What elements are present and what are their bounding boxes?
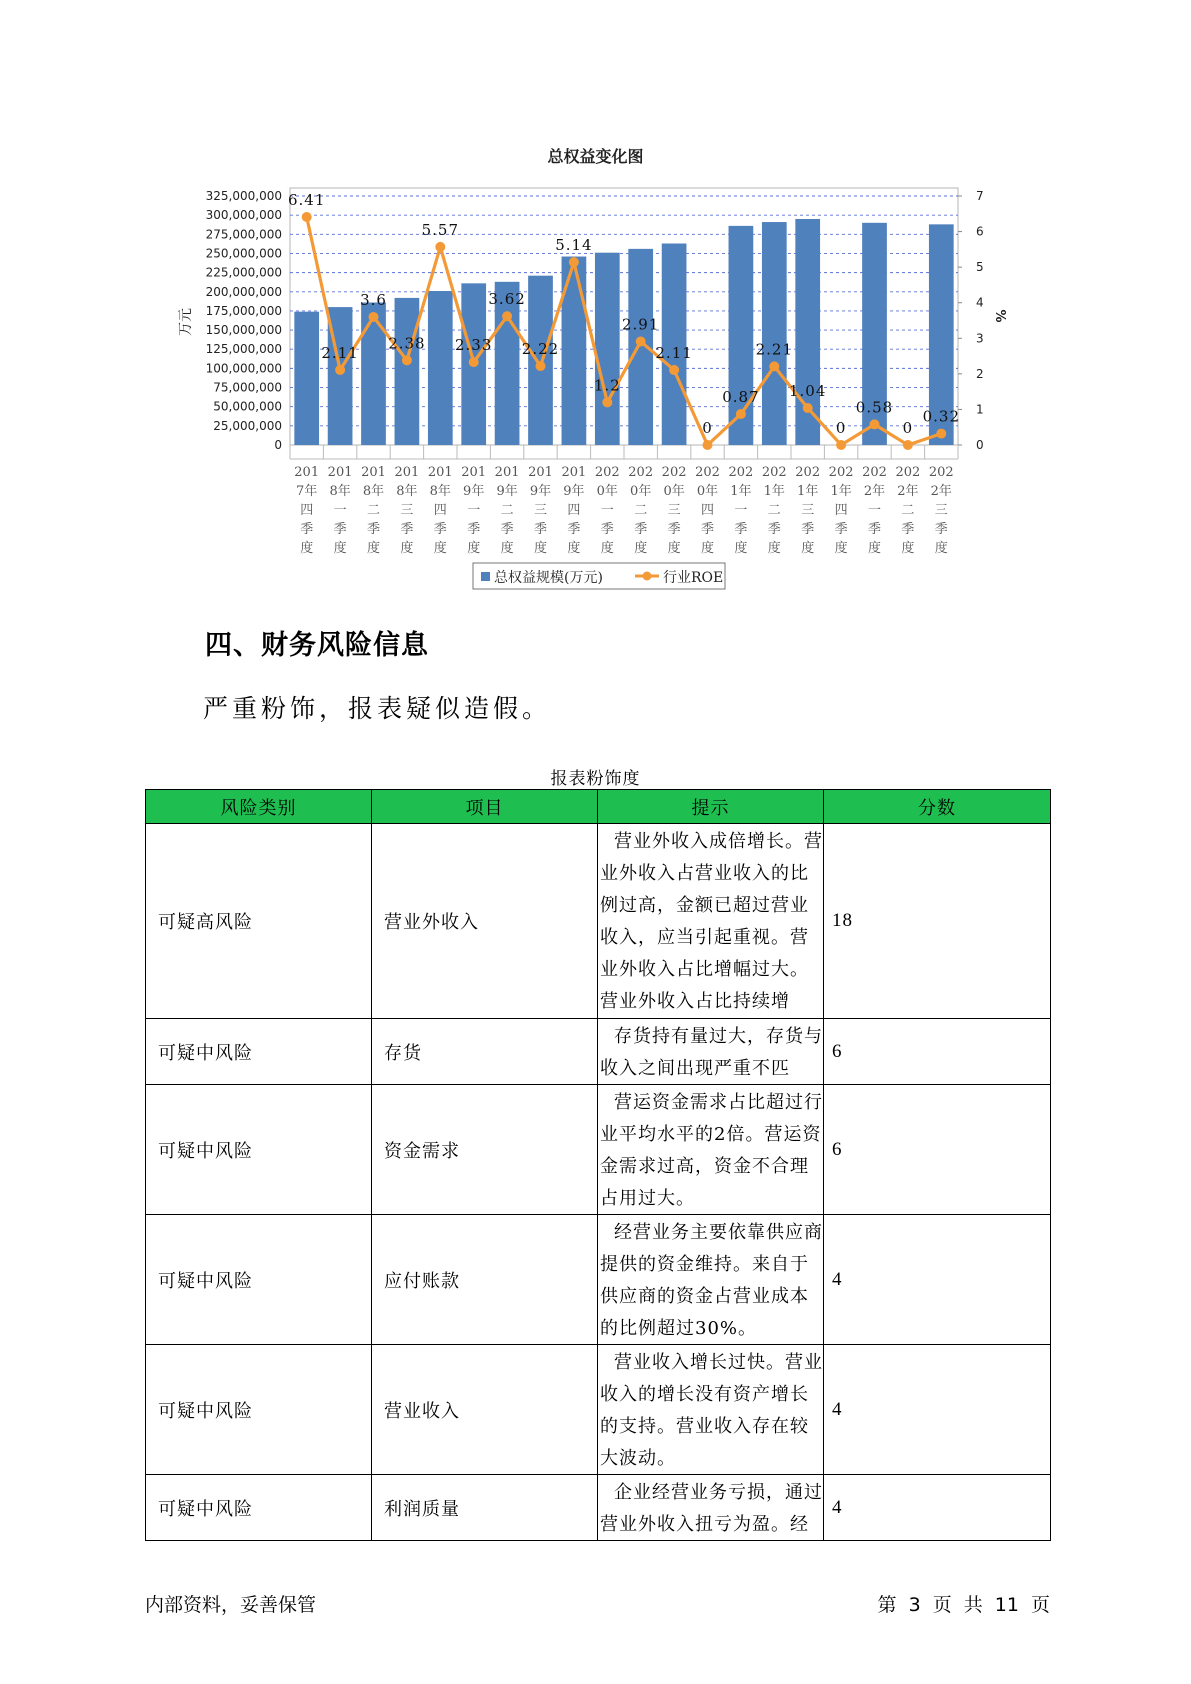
table-row <box>146 824 1051 1019</box>
roe-data-label: 2.11 <box>321 343 359 362</box>
roe-data-label: 2.22 <box>521 340 560 359</box>
risk-hint-text: 营业收入增长过快。营业收入的增长没有资产增长的支持。营业收入存在较大波动。 <box>600 1352 823 1469</box>
risk-hint-text: 企业经营业务亏损，通过营业外收入扭亏为盈。经 <box>600 1482 823 1535</box>
roe-point <box>936 429 946 439</box>
x-tick-label: 201 <box>327 465 353 480</box>
x-tick-label: 三 <box>533 503 548 518</box>
x-tick-label: 三 <box>400 503 414 518</box>
roe-data-label: 2.11 <box>655 343 693 362</box>
y2-tick-label: 5 <box>976 260 984 275</box>
roe-point <box>536 361 546 371</box>
x-tick-label: 季 <box>567 522 581 537</box>
risk-item: 存货 <box>372 1019 598 1085</box>
x-tick-label: 度 <box>500 541 514 556</box>
roe-point <box>469 357 479 367</box>
x-tick-label: 0年 <box>696 484 719 499</box>
y-tick-label: 175,000,000 <box>205 303 282 318</box>
roe-data-label: 0 <box>902 419 914 437</box>
bar <box>361 302 386 445</box>
y-tick-label: 325,000,000 <box>205 189 282 203</box>
x-tick-label: 季 <box>901 522 915 537</box>
bar <box>294 312 319 445</box>
risk-score: 4 <box>824 1345 1051 1475</box>
y-tick-label: 275,000,000 <box>205 227 282 242</box>
x-tick-label: 201 <box>427 465 453 480</box>
roe-data-label: 2.33 <box>454 336 493 355</box>
x-tick-label: 季 <box>467 522 481 537</box>
x-tick-label: 9年 <box>563 484 585 499</box>
roe-data-label: 2.91 <box>621 315 660 334</box>
x-tick-label: 度 <box>333 541 347 556</box>
risk-hint <box>598 824 824 1019</box>
roe-data-label: 5.57 <box>421 220 460 239</box>
roe-data-label: 0 <box>702 419 713 437</box>
x-tick-label: 度 <box>934 541 948 556</box>
x-tick-label: 2年 <box>897 484 919 499</box>
x-tick-label: 202 <box>661 465 687 480</box>
table-row <box>146 1019 1051 1085</box>
x-tick-label: 三 <box>801 503 815 518</box>
x-tick-label: 季 <box>667 522 681 537</box>
y2-tick-label: 4 <box>976 295 984 310</box>
risk-score: 4 <box>824 1215 1051 1345</box>
roe-data-label: 0.58 <box>855 398 894 417</box>
x-tick-label: 7年 <box>296 484 318 499</box>
x-tick-label: 202 <box>895 465 921 480</box>
header-score: 分数 <box>824 790 1051 824</box>
table-row <box>146 1085 1051 1215</box>
x-tick-label: 季 <box>734 522 748 537</box>
legend-line-label: 行业ROE <box>663 570 724 586</box>
roe-data-label: 1.2 <box>593 376 621 395</box>
x-tick-label: 度 <box>767 541 781 556</box>
x-tick-label: 四 <box>700 503 715 518</box>
roe-point <box>703 440 713 450</box>
x-tick-label: 度 <box>734 541 748 556</box>
risk-category: 可疑中风险 <box>146 1215 372 1345</box>
risk-category: 可疑中风险 <box>146 1019 372 1085</box>
x-tick-label: 季 <box>366 522 381 537</box>
x-tick-label: 一 <box>467 503 481 518</box>
equity-chart <box>0 0 1191 600</box>
x-tick-label: 度 <box>600 541 614 556</box>
x-tick-label: 8年 <box>329 484 351 499</box>
x-tick-label: 季 <box>867 522 882 537</box>
x-tick-label: 季 <box>500 522 514 537</box>
roe-point <box>502 311 512 321</box>
y2-tick-label: 0 <box>976 438 984 452</box>
chart-title: 总权益变化图 <box>547 147 644 166</box>
risk-hint <box>598 1085 824 1215</box>
x-tick-label: 度 <box>400 541 414 556</box>
x-tick-label: 9年 <box>529 484 552 499</box>
risk-item: 应付账款 <box>372 1215 598 1345</box>
x-tick-label: 度 <box>567 541 581 556</box>
x-tick-label: 0年 <box>596 484 618 499</box>
x-tick-label: 8年 <box>396 484 418 499</box>
x-tick-label: 2年 <box>863 484 886 499</box>
x-tick-label: 201 <box>361 465 386 480</box>
roe-point <box>870 419 880 429</box>
x-tick-label: 二 <box>366 503 381 518</box>
x-tick-label: 201 <box>494 465 520 480</box>
x-tick-label: 1年 <box>730 484 752 499</box>
x-tick-label: 度 <box>634 541 648 556</box>
x-tick-label: 季 <box>767 522 781 537</box>
roe-point <box>769 361 779 371</box>
x-tick-label: 9年 <box>496 484 518 499</box>
x-tick-label: 1年 <box>797 484 819 499</box>
roe-point <box>402 355 412 365</box>
risk-category: 可疑中风险 <box>146 1345 372 1475</box>
risk-item: 营业收入 <box>372 1345 598 1475</box>
risk-score: 6 <box>824 1019 1051 1085</box>
x-tick-label: 1年 <box>763 484 785 499</box>
risk-score: 4 <box>824 1475 1051 1541</box>
x-tick-label: 9年 <box>463 484 485 499</box>
x-tick-label: 四 <box>567 503 581 518</box>
y2-tick-label: 1 <box>976 402 984 417</box>
roe-point <box>636 336 646 346</box>
x-tick-label: 一 <box>734 503 748 518</box>
x-tick-label: 四 <box>834 503 848 518</box>
table-row <box>146 1345 1051 1475</box>
risk-summary: 严重粉饰，报表疑似造假。 <box>203 694 552 723</box>
x-tick-label: 202 <box>862 465 887 480</box>
y2-tick-label: 7 <box>976 189 984 203</box>
risk-hint <box>598 1019 824 1085</box>
bar <box>395 298 420 445</box>
x-tick-label: 度 <box>366 541 381 556</box>
x-tick-label: 201 <box>461 465 487 480</box>
legend-line-marker <box>643 572 652 581</box>
bar <box>595 253 620 445</box>
x-tick-label: 一 <box>867 503 882 518</box>
roe-point <box>736 409 746 419</box>
x-tick-label: 度 <box>533 541 548 556</box>
x-tick-label: 1年 <box>830 484 852 499</box>
table-row <box>146 1215 1051 1345</box>
roe-point <box>435 242 445 252</box>
y-tick-label: 300,000,000 <box>205 208 282 223</box>
table-caption: 报表粉饰度 <box>550 769 641 789</box>
roe-data-label: 3.62 <box>488 290 526 309</box>
roe-data-label: 0 <box>835 419 847 437</box>
risk-hint <box>598 1345 824 1475</box>
roe-point <box>602 397 612 407</box>
x-tick-label: 一 <box>333 503 347 518</box>
x-tick-label: 二 <box>901 503 915 518</box>
x-tick-label: 202 <box>795 465 821 480</box>
x-tick-label: 一 <box>600 503 614 518</box>
x-tick-label: 202 <box>695 465 720 480</box>
x-tick-label: 202 <box>928 465 954 480</box>
x-tick-label: 四 <box>433 503 447 518</box>
roe-data-label: 2.21 <box>755 340 794 359</box>
risk-hint <box>598 1215 824 1345</box>
y2-tick-label: 2 <box>976 366 984 381</box>
x-tick-label: 度 <box>867 541 882 556</box>
y-axis-label: 万元 <box>178 308 194 336</box>
legend-bar-swatch <box>481 572 490 581</box>
risk-hint-text: 营业外收入成倍增长。营业外收入占营业收入的比例过高，金额已超过营业收入，应当引起重视。营业外收入占比增幅过大。营业外收入占比持续增 <box>600 831 823 1012</box>
roe-point <box>369 312 379 322</box>
risk-table <box>145 789 1051 1541</box>
x-tick-label: 季 <box>600 522 614 537</box>
roe-point <box>302 212 312 222</box>
risk-item: 资金需求 <box>372 1085 598 1215</box>
roe-point <box>669 365 679 375</box>
x-tick-label: 0年 <box>630 484 652 499</box>
table-row <box>146 1475 1051 1541</box>
x-tick-label: 季 <box>934 522 948 537</box>
risk-hint <box>598 1475 824 1541</box>
risk-category: 可疑高风险 <box>146 824 372 1019</box>
table-header-row <box>146 790 1051 824</box>
footer-confidential: 内部资料，妥善保管 <box>145 1594 317 1616</box>
header-category: 风险类别 <box>146 790 372 824</box>
x-tick-label: 季 <box>333 522 347 537</box>
y2-tick-label: 3 <box>976 331 984 346</box>
x-tick-label: 季 <box>700 522 715 537</box>
risk-score: 6 <box>824 1085 1051 1215</box>
y-tick-label: 25,000,000 <box>213 418 282 433</box>
x-tick-label: 四 <box>300 503 314 518</box>
y-tick-label: 250,000,000 <box>205 246 282 261</box>
x-tick-label: 二 <box>500 503 514 518</box>
footer-page-number: 第 3 页 共 11 页 <box>877 1594 1050 1616</box>
roe-data-label: 1.04 <box>788 382 827 401</box>
x-tick-label: 度 <box>667 541 681 556</box>
x-tick-label: 8年 <box>429 484 451 499</box>
y-tick-label: 0 <box>274 438 282 452</box>
y-tick-label: 125,000,000 <box>205 342 282 357</box>
roe-data-label: 3.6 <box>360 290 387 309</box>
x-tick-label: 季 <box>533 522 548 537</box>
x-tick-label: 度 <box>834 541 848 556</box>
y2-axis-label: % <box>992 309 1007 323</box>
risk-item: 营业外收入 <box>372 824 598 1019</box>
section-heading: 四、财务风险信息 <box>205 630 429 661</box>
roe-data-label: 0.87 <box>722 388 760 407</box>
x-tick-label: 季 <box>834 522 848 537</box>
y2-tick-label: 6 <box>976 224 984 239</box>
y-tick-label: 50,000,000 <box>213 399 282 414</box>
y-tick-label: 150,000,000 <box>205 323 282 338</box>
risk-category: 可疑中风险 <box>146 1085 372 1215</box>
bar <box>428 291 453 445</box>
x-tick-label: 二 <box>767 503 781 518</box>
x-tick-label: 202 <box>628 465 654 480</box>
x-tick-label: 201 <box>528 465 553 480</box>
risk-score: 18 <box>824 824 1051 1019</box>
x-tick-label: 2年 <box>930 484 952 499</box>
roe-point <box>903 440 913 450</box>
roe-data-label: 0.32 <box>922 407 961 426</box>
roe-point <box>836 440 846 450</box>
risk-item: 利润质量 <box>372 1475 598 1541</box>
x-tick-label: 0年 <box>663 484 685 499</box>
roe-data-label: 6.41 <box>287 190 326 209</box>
x-tick-label: 201 <box>394 465 420 480</box>
y-tick-label: 200,000,000 <box>205 284 282 299</box>
x-tick-label: 季 <box>801 522 815 537</box>
x-tick-label: 三 <box>934 503 948 518</box>
legend-bar-label: 总权益规模(万元) <box>494 570 603 586</box>
x-tick-label: 8年 <box>362 484 385 499</box>
risk-hint-text: 营运资金需求占比超过行业平均水平的2倍。营运资金需求过高，资金不合理占用过大。 <box>600 1092 823 1209</box>
bar <box>762 222 787 445</box>
roe-point <box>569 257 579 267</box>
x-tick-label: 度 <box>467 541 481 556</box>
x-tick-label: 季 <box>433 522 447 537</box>
roe-point <box>803 403 813 413</box>
x-tick-label: 202 <box>761 465 787 480</box>
x-tick-label: 度 <box>801 541 815 556</box>
header-hint: 提示 <box>598 790 824 824</box>
header-item: 项目 <box>372 790 598 824</box>
x-tick-label: 季 <box>634 522 648 537</box>
y-tick-label: 100,000,000 <box>205 361 282 376</box>
x-tick-label: 度 <box>433 541 447 556</box>
x-tick-label: 201 <box>561 465 587 480</box>
x-tick-label: 度 <box>300 541 314 556</box>
roe-data-label: 5.14 <box>555 236 593 255</box>
bar <box>528 276 553 445</box>
x-tick-label: 度 <box>700 541 715 556</box>
risk-hint-text: 存货持有量过大，存货与收入之间出现严重不匹 <box>600 1026 823 1079</box>
x-tick-label: 三 <box>667 503 681 518</box>
x-tick-label: 202 <box>594 465 620 480</box>
risk-hint-text: 经营业务主要依靠供应商提供的资金维持。来自于供应商的资金占营业成本的比例超过30%。 <box>600 1222 823 1339</box>
x-tick-label: 二 <box>634 503 648 518</box>
x-tick-label: 季 <box>300 522 314 537</box>
x-tick-label: 202 <box>728 465 754 480</box>
roe-point <box>335 365 345 375</box>
x-tick-label: 201 <box>294 465 320 480</box>
roe-data-label: 2.38 <box>388 334 426 353</box>
risk-category: 可疑中风险 <box>146 1475 372 1541</box>
y-tick-label: 75,000,000 <box>213 380 282 395</box>
y-tick-label: 225,000,000 <box>205 265 282 280</box>
x-tick-label: 季 <box>400 522 414 537</box>
x-tick-label: 度 <box>901 541 915 556</box>
x-tick-label: 202 <box>828 465 854 480</box>
